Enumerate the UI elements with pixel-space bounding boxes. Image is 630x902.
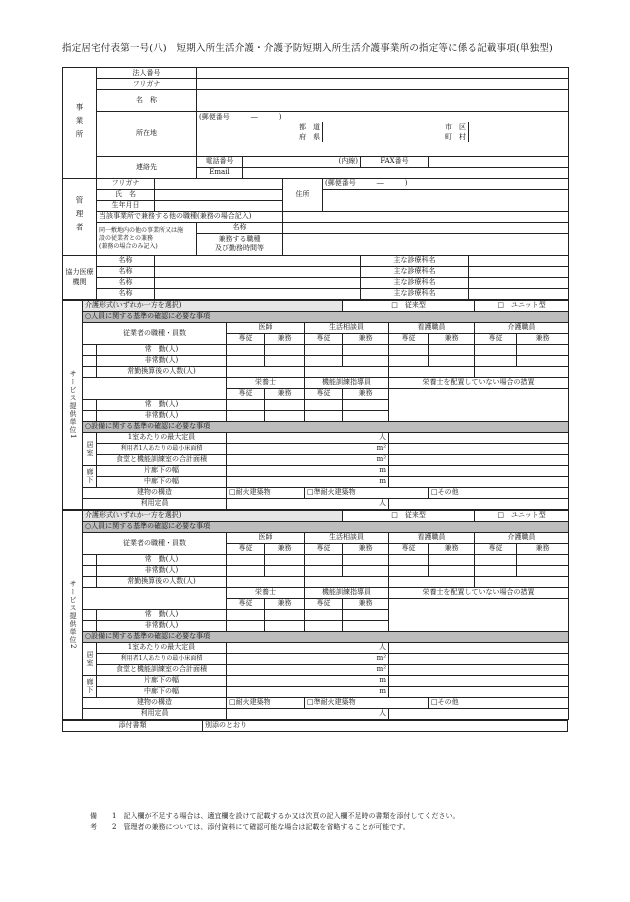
manager-address-field[interactable] <box>323 189 569 211</box>
dining-label: 食堂と機能訓練室の合計面積 <box>97 664 227 675</box>
medical-dept-label: 主な診療科名 <box>361 255 469 266</box>
row-parttime: 非常勤(人) <box>97 355 227 366</box>
tel-label: 電話番号 <box>197 156 243 167</box>
type-option-conventional[interactable]: □ 従来型 <box>343 300 475 311</box>
attached-table <box>62 720 568 732</box>
cell[interactable] <box>517 554 569 565</box>
cell[interactable] <box>517 355 569 366</box>
medical-name-label: 名称 <box>97 288 155 299</box>
cell[interactable] <box>265 344 305 355</box>
office-furigana-label: フリガナ <box>97 79 197 90</box>
nutrition-measure-label: 栄養士を配置していない場合の措置 <box>389 587 569 598</box>
job-nutritionist: 栄養士 <box>227 587 305 598</box>
row-fulltime: 常 勤(人) <box>97 554 227 565</box>
manager-jobs-label: 兼務する職種 及び勤務時間等 <box>197 233 283 255</box>
one-side-label: 片廊下の幅 <box>97 465 227 476</box>
cell[interactable] <box>517 344 569 355</box>
cell[interactable] <box>475 554 517 565</box>
cell[interactable] <box>305 576 389 587</box>
attached-value: 別添のとおり <box>203 720 568 731</box>
area-field[interactable]: m² <box>227 653 389 664</box>
blank <box>389 708 569 719</box>
facility-header: ○設備に関する基準の確認に必要な事項 <box>83 421 569 432</box>
cell[interactable] <box>305 620 343 631</box>
area-label: 利用者1人あたりの最小床面積 <box>97 653 227 664</box>
office-name-field[interactable] <box>197 90 569 112</box>
blank <box>83 377 227 399</box>
job-nurse: 看護職員 <box>389 532 475 543</box>
medical-dept-label: 主な診療科名 <box>361 277 469 288</box>
blank <box>389 432 569 443</box>
col-full: 専従 <box>475 543 517 554</box>
col-full: 専従 <box>305 543 343 554</box>
facility-header: ○設備に関する基準の確認に必要な事項 <box>83 631 569 642</box>
room-label: 居室 <box>83 432 97 465</box>
office-name-label: 名 称 <box>97 90 197 112</box>
job-trainer: 機能訓練指導員 <box>305 377 389 388</box>
manager-furigana-label: フリガナ <box>97 178 155 189</box>
notes-label: 備考 <box>90 812 97 831</box>
cell[interactable] <box>227 344 265 355</box>
structure-fireproof[interactable]: □耐火建築物 <box>227 697 305 708</box>
job-trainer: 機能訓練指導員 <box>305 587 389 598</box>
row-fulltime: 常 勤(人) <box>97 399 227 410</box>
cell[interactable] <box>343 355 389 366</box>
row-fulltime: 常 勤(人) <box>97 344 227 355</box>
cell[interactable] <box>343 609 389 620</box>
city-label-2: 町 村 <box>323 132 469 142</box>
area-label: 利用者1人あたりの最小床面積 <box>97 443 227 454</box>
row-parttime: 非常勤(人) <box>97 410 227 421</box>
blank <box>389 675 569 686</box>
capacity-label: 1室あたりの最大定員 <box>97 642 227 653</box>
blank <box>389 454 569 465</box>
cell[interactable] <box>305 355 343 366</box>
job-nutritionist: 栄養士 <box>227 377 305 388</box>
medical-name-label: 名称 <box>97 277 155 288</box>
ext-label: (内線) <box>243 156 361 167</box>
cell[interactable] <box>389 554 429 565</box>
col-part: 兼務 <box>343 388 389 399</box>
col-full: 専従 <box>227 543 265 554</box>
cell[interactable] <box>305 554 343 565</box>
medical-section-label: 協力医療機関 <box>63 255 97 299</box>
job-counselor: 生活相談員 <box>305 322 389 333</box>
cell[interactable] <box>265 609 305 620</box>
cell[interactable] <box>475 576 569 587</box>
cell[interactable] <box>475 366 569 377</box>
office-address-field[interactable] <box>197 142 569 156</box>
col-part: 兼務 <box>265 598 305 609</box>
unit-label: サービス提供単位1 <box>63 300 83 509</box>
staff-header: ○人員に関する基準の確認に必要な事項 <box>83 311 569 322</box>
manager-other-name-field[interactable] <box>283 222 569 233</box>
col-part: 兼務 <box>517 543 569 554</box>
cell[interactable] <box>305 410 343 421</box>
office-furigana-field[interactable] <box>197 79 569 90</box>
blank <box>389 498 569 509</box>
cell[interactable] <box>305 366 389 377</box>
cell[interactable] <box>343 399 389 410</box>
job-doctor: 医師 <box>227 532 305 543</box>
dining-field[interactable]: m² <box>227 664 389 675</box>
corp-no-label: 法人番号 <box>97 68 197 79</box>
row-fte: 常勤換算後の人数(人) <box>97 366 227 377</box>
cell[interactable] <box>305 344 343 355</box>
dining-field[interactable]: m² <box>227 454 389 465</box>
cell[interactable] <box>389 565 429 576</box>
cell[interactable] <box>227 554 265 565</box>
cell[interactable] <box>227 410 265 421</box>
manager-birth-field[interactable] <box>155 200 283 211</box>
cell[interactable] <box>305 399 343 410</box>
col-full: 専従 <box>305 598 343 609</box>
manager-name-label: 氏 名 <box>97 189 155 200</box>
col-full: 専従 <box>389 543 429 554</box>
col-part: 兼務 <box>265 543 305 554</box>
fax-label: FAX番号 <box>361 156 429 167</box>
manager-birth-label: 生年月日 <box>97 200 155 211</box>
cell[interactable] <box>389 355 429 366</box>
blank <box>469 132 569 142</box>
capacity-label: 1室あたりの最大定員 <box>97 432 227 443</box>
cell[interactable] <box>429 344 475 355</box>
structure-semi-fireproof[interactable]: □準耐火建築物 <box>305 487 429 498</box>
manager-section-label: 管理者 <box>63 178 97 255</box>
cell[interactable] <box>227 366 305 377</box>
col-full: 専従 <box>305 388 343 399</box>
note-1: 1 記入欄が不足する場合は、適宜欄を設けて記載するか又は次頁の記入欄不足時の書類を添付してください。 <box>112 812 460 820</box>
cell[interactable] <box>265 399 305 410</box>
pref-label-2: 府 県 <box>197 132 323 142</box>
col-part: 兼務 <box>429 543 475 554</box>
col-part: 兼務 <box>429 333 475 344</box>
center-label: 中廊下の幅 <box>97 686 227 697</box>
manager-address-label: 住所 <box>283 178 323 211</box>
cell[interactable] <box>305 565 343 576</box>
col-part: 兼務 <box>265 333 305 344</box>
fax-field[interactable] <box>429 156 569 167</box>
blank <box>389 465 569 476</box>
manager-postal[interactable]: (郵便番号 ― ) <box>323 178 569 189</box>
medical-name-field[interactable] <box>155 288 361 299</box>
col-full: 専従 <box>475 333 517 344</box>
row-fte: 常勤換算後の人数(人) <box>97 576 227 587</box>
cell[interactable] <box>343 620 389 631</box>
nutrition-measure-field[interactable] <box>389 598 569 631</box>
nutrition-measure-field[interactable] <box>389 388 569 421</box>
manager-jobs-field[interactable] <box>283 233 569 255</box>
form-sheet <box>62 67 568 732</box>
manager-other-name-label: 名称 <box>197 222 283 233</box>
col-full: 専従 <box>389 333 429 344</box>
users-field[interactable]: 人 <box>227 498 389 509</box>
row-fulltime: 常 勤(人) <box>97 609 227 620</box>
job-nurse: 看護職員 <box>389 322 475 333</box>
cell[interactable] <box>227 620 265 631</box>
cell[interactable] <box>389 576 475 587</box>
structure-fireproof[interactable]: □耐火建築物 <box>227 487 305 498</box>
email-label: Email <box>197 167 243 178</box>
email-field[interactable] <box>243 167 569 178</box>
col-part: 兼務 <box>517 333 569 344</box>
structure-other[interactable]: □その他 <box>429 487 569 498</box>
type-option-unit[interactable]: □ ユニット型 <box>475 510 569 521</box>
area-field[interactable]: m² <box>227 443 389 454</box>
blank <box>389 476 569 487</box>
type-label: 介護形式(いずれか一方を選択) <box>83 300 343 311</box>
unit-table-2 <box>62 510 569 720</box>
medical-dept-field[interactable] <box>469 277 569 288</box>
blank <box>389 686 569 697</box>
col-full: 専従 <box>227 333 265 344</box>
users-field[interactable]: 人 <box>227 708 389 719</box>
hall-label: 廊下 <box>83 675 97 697</box>
cell[interactable] <box>343 554 389 565</box>
cell[interactable] <box>227 576 305 587</box>
capacity-field[interactable]: 人 <box>227 642 389 653</box>
office-postal[interactable]: (郵便番号 ― ) <box>197 112 569 123</box>
contact-label: 連絡先 <box>97 156 197 178</box>
cell[interactable] <box>305 609 343 620</box>
hall-label: 廊下 <box>83 465 97 487</box>
job-counselor: 生活相談員 <box>305 532 389 543</box>
pref-label-1: 都 道 <box>197 122 323 132</box>
col-part: 兼務 <box>343 333 389 344</box>
medical-dept-field[interactable] <box>469 288 569 299</box>
col-part: 兼務 <box>343 598 389 609</box>
structure-semi-fireproof[interactable]: □準耐火建築物 <box>305 697 429 708</box>
cell[interactable] <box>517 565 569 576</box>
one-side-field[interactable]: m <box>227 465 389 476</box>
cell[interactable] <box>389 366 475 377</box>
cell[interactable] <box>475 355 517 366</box>
users-label: 利用定員 <box>83 498 227 509</box>
job-caregiver: 介護職員 <box>475 322 569 333</box>
structure-label: 建物の構造 <box>83 697 227 708</box>
staff-header: ○人員に関する基準の確認に必要な事項 <box>83 521 569 532</box>
unit-label: サービス提供単位2 <box>63 510 83 719</box>
cell[interactable] <box>265 355 305 366</box>
col-full: 専従 <box>227 598 265 609</box>
type-label: 介護形式(いずれか一方を選択) <box>83 510 343 521</box>
structure-label: 建物の構造 <box>83 487 227 498</box>
city-label-1: 市 区 <box>323 122 469 132</box>
users-label: 利用定員 <box>83 708 227 719</box>
cell[interactable] <box>429 554 475 565</box>
note-2: 2 管理者の兼務については、添付資料にて確認可能な場合は記載を省略することが可能です。 <box>112 823 410 831</box>
blank <box>389 664 569 675</box>
unit-table-1 <box>62 300 569 510</box>
cell[interactable] <box>429 355 475 366</box>
center-label: 中廊下の幅 <box>97 476 227 487</box>
row-parttime: 非常勤(人) <box>97 620 227 631</box>
cell[interactable] <box>265 620 305 631</box>
center-field[interactable]: m <box>227 476 389 487</box>
blank <box>389 642 569 653</box>
manager-name-field[interactable] <box>155 189 283 200</box>
one-side-label: 片廊下の幅 <box>97 675 227 686</box>
job-caregiver: 介護職員 <box>475 532 569 543</box>
room-label: 居室 <box>83 642 97 675</box>
job-doctor: 医師 <box>227 322 305 333</box>
blank <box>469 122 569 132</box>
cell[interactable] <box>343 410 389 421</box>
cell[interactable] <box>227 565 265 576</box>
col-part: 兼務 <box>343 543 389 554</box>
cell[interactable] <box>227 355 265 366</box>
cell[interactable] <box>227 609 265 620</box>
medical-name-label: 名称 <box>97 255 155 266</box>
row-parttime: 非常勤(人) <box>97 565 227 576</box>
one-side-field[interactable]: m <box>227 675 389 686</box>
col-full: 専従 <box>227 388 265 399</box>
manager-concurrent-field[interactable] <box>283 211 569 222</box>
cell[interactable] <box>343 565 389 576</box>
capacity-field[interactable]: 人 <box>227 432 389 443</box>
col-full: 専従 <box>305 333 343 344</box>
office-address-label: 所在地 <box>97 112 197 157</box>
manager-furigana-field[interactable] <box>155 178 283 189</box>
type-option-conventional[interactable]: □ 従来型 <box>343 510 475 521</box>
medical-name-field[interactable] <box>155 277 361 288</box>
cell[interactable] <box>389 344 429 355</box>
office-table <box>62 67 569 300</box>
corp-no-field[interactable] <box>197 68 569 79</box>
medical-dept-field[interactable] <box>469 266 569 277</box>
center-field[interactable]: m <box>227 686 389 697</box>
dining-label: 食堂と機能訓練室の合計面積 <box>97 454 227 465</box>
attached-label: 添付書類 <box>63 720 203 731</box>
type-option-unit[interactable]: □ ユニット型 <box>475 300 569 311</box>
cell[interactable] <box>475 565 517 576</box>
col-part: 兼務 <box>265 388 305 399</box>
cell[interactable] <box>343 344 389 355</box>
staff-label: 従業者の職種・員数 <box>83 532 227 554</box>
structure-other[interactable]: □その他 <box>429 697 569 708</box>
cell[interactable] <box>475 344 517 355</box>
cell[interactable] <box>265 554 305 565</box>
blank <box>389 653 569 664</box>
medical-name-field[interactable] <box>155 255 361 266</box>
blank <box>389 443 569 454</box>
page-title: 指定居宅付表第一号(八) 短期入所生活介護・介護予防短期入所生活介護事業所の指定等に係る記載事項(単独型) <box>62 43 553 54</box>
cell[interactable] <box>265 565 305 576</box>
medical-dept-label: 主な診療科名 <box>361 288 469 299</box>
cell[interactable] <box>429 565 475 576</box>
medical-name-label: 名称 <box>97 266 155 277</box>
manager-other-label: 同一敷地内の他の事業所又は施 設の従業者との兼務 (兼務の場合のみ記入) <box>97 222 197 255</box>
cell[interactable] <box>227 399 265 410</box>
staff-label: 従業者の職種・員数 <box>83 322 227 344</box>
cell[interactable] <box>265 410 305 421</box>
blank <box>83 587 227 609</box>
medical-name-field[interactable] <box>155 266 361 277</box>
medical-dept-field[interactable] <box>469 255 569 266</box>
office-section-label: 事業所 <box>63 68 97 179</box>
nutrition-measure-label: 栄養士を配置していない場合の措置 <box>389 377 569 388</box>
manager-concurrent-label: 当該事業所で兼務する他の職種(兼務の場合記入) <box>97 211 283 222</box>
medical-dept-label: 主な診療科名 <box>361 266 469 277</box>
